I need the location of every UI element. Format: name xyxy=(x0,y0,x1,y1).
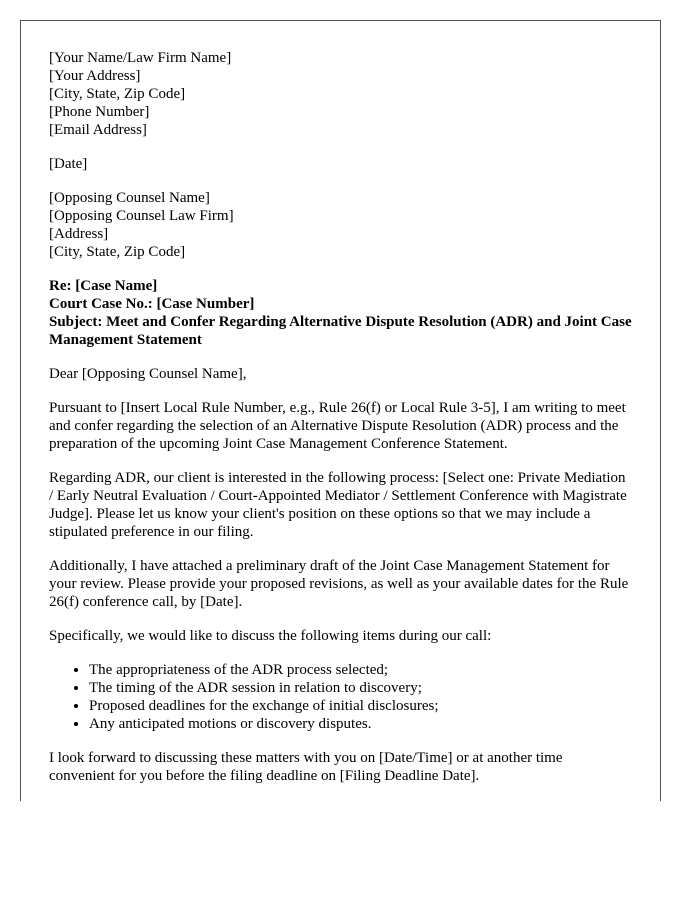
closing-paragraph: I look forward to discussing these matters with you on [Date/Time] or at another time convenient for you before the filing deadline on [Filing Deadline Date]. xyxy=(49,750,563,784)
recipient-firm: [Opposing Counsel Law Firm] xyxy=(49,208,234,224)
discussion-items-list xyxy=(49,661,632,733)
list-item: • The timing of the ADR session in relation to discovery; xyxy=(89,679,632,697)
recipient-block xyxy=(49,189,632,261)
sender-block xyxy=(49,49,632,139)
salutation: Dear [Opposing Counsel Name], xyxy=(49,366,247,382)
sender-name: [Your Name/Law Firm Name] xyxy=(49,50,232,66)
recipient-address: [Address] xyxy=(49,226,109,242)
sender-city: [City, State, Zip Code] xyxy=(49,86,186,102)
subject-line: Subject: Meet and Confer Regarding Alternative Dispute Resolution (ADR) and Joint Case Management Statement xyxy=(49,314,632,348)
list-item: • The appropriateness of the ADR process selected; xyxy=(89,661,632,679)
sender-address: [Your Address] xyxy=(49,68,141,84)
letter-page xyxy=(20,20,661,801)
list-item: • Proposed deadlines for the exchange of initial disclosures; xyxy=(89,697,632,715)
sender-email: [Email Address] xyxy=(49,122,147,138)
sender-phone: [Phone Number] xyxy=(49,104,150,120)
recipient-city: [City, State, Zip Code] xyxy=(49,244,186,260)
paragraph-adr: Regarding ADR, our client is interested in the following process: [Select one: Private Mediation / Early Neutral Evaluation / Court-Appointed Mediator / Settlement Conference with Magistrate Judge]. Please let us know your client's position on these options so that we may include a stipulated preference in our filing. xyxy=(49,470,627,540)
re-block xyxy=(49,277,632,349)
case-number: Court Case No.: [Case Number] xyxy=(49,296,255,312)
case-name: Re: [Case Name] xyxy=(49,278,158,294)
letter-content xyxy=(21,21,660,785)
recipient-name: [Opposing Counsel Name] xyxy=(49,190,210,206)
paragraph-items-intro: Specifically, we would like to discuss the following items during our call: xyxy=(49,628,492,644)
paragraph-draft: Additionally, I have attached a preliminary draft of the Joint Case Management Statement for your review. Please provide your proposed revisions, as well as your available dates for the Rule 26(f) conference call, by [Date]. xyxy=(49,558,629,610)
list-item: • Any anticipated motions or discovery disputes. xyxy=(89,715,632,733)
letter-date: [Date] xyxy=(49,156,88,172)
paragraph-rule: Pursuant to [Insert Local Rule Number, e.g., Rule 26(f) or Local Rule 3-5], I am writing to meet and confer regarding the selection of an Alternative Dispute Resolution (ADR) process and the preparation of the upcoming Joint Case Management Conference Statement. xyxy=(49,400,626,452)
